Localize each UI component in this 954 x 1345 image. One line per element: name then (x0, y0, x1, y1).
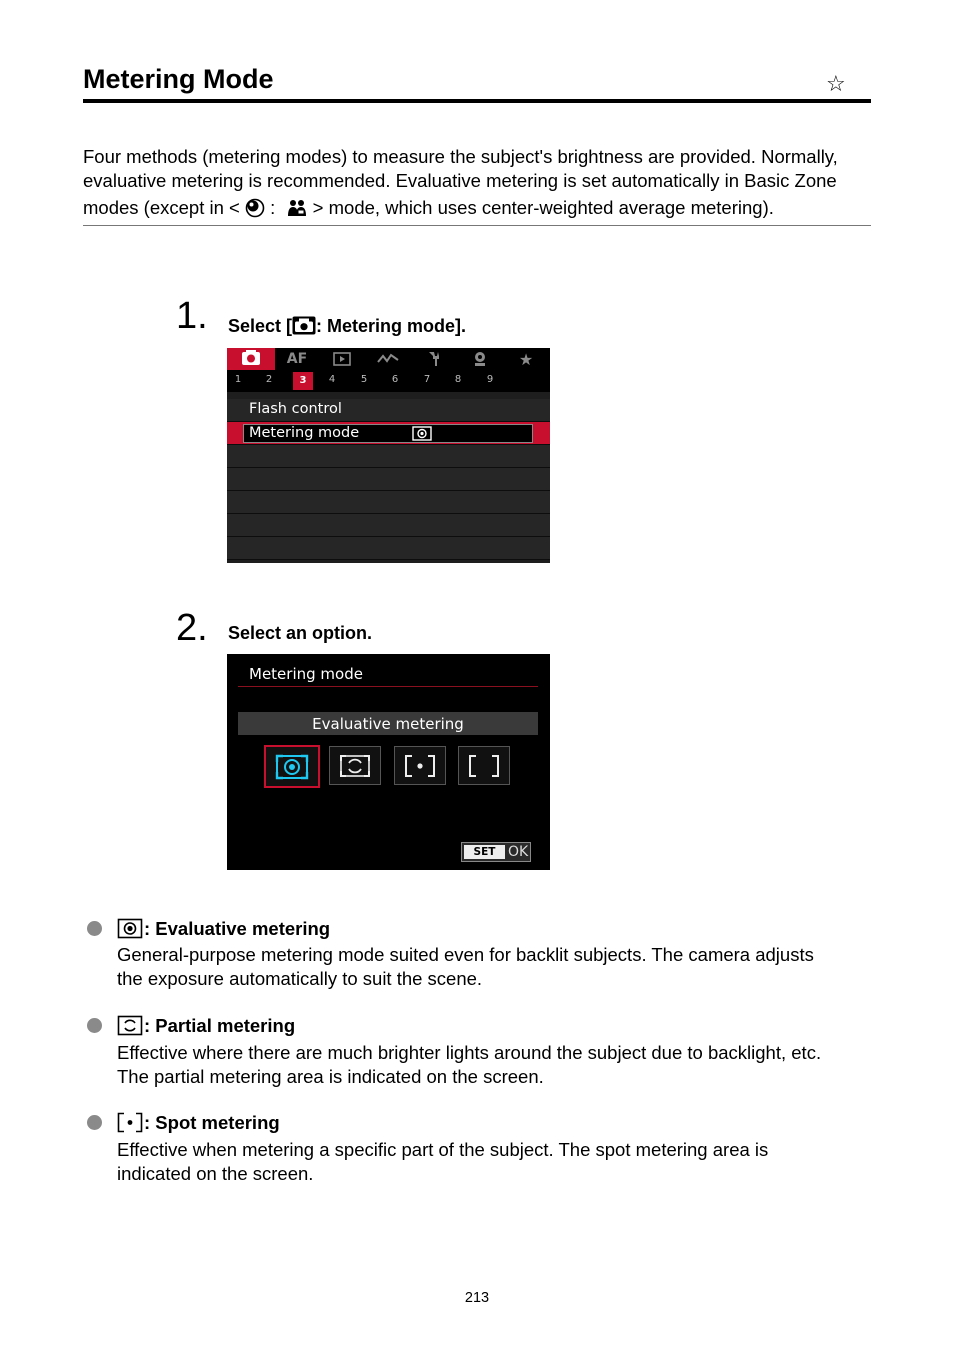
evaluative-metering-icon (412, 426, 432, 441)
menu-page-bar (227, 370, 550, 392)
item-spot-heading (117, 1111, 280, 1135)
intro-rule (83, 225, 871, 226)
intro-line-3a: modes (except in < (83, 197, 240, 218)
description-line: Effective where there are much brighter lights around the subject due to backlight, etc. (117, 1042, 822, 1063)
star-icon: ☆ (826, 71, 846, 96)
intro-line-1: Four methods (metering modes) to measure the subject's brightness are provided. Normally, (83, 146, 838, 167)
item-partial-description (117, 1041, 877, 1089)
custom-functions-icon (471, 350, 489, 368)
screen-title: Metering mode (249, 665, 363, 683)
spot-metering-icon (404, 754, 436, 778)
step-1-text-b: : Metering mode]. (316, 316, 467, 336)
item-partial-heading (117, 1014, 295, 1038)
tab-shooting[interactable] (227, 348, 275, 370)
ok-label: OK (508, 844, 529, 860)
tab-playback[interactable] (325, 348, 359, 370)
menu-tab-bar (227, 348, 550, 370)
menu-item-empty (227, 445, 550, 468)
option-evaluative-metering[interactable] (264, 745, 320, 788)
step-1-text-a: Select [ (228, 316, 293, 336)
evaluative-metering-icon (117, 918, 143, 939)
page-number: 213 (464, 1290, 490, 1306)
bullet (87, 921, 102, 936)
playback-icon (332, 351, 352, 367)
menu-item-empty (227, 514, 550, 537)
step-1-number: 1. (176, 295, 208, 337)
metering-mode-screen (227, 654, 550, 870)
menu-item-empty (227, 468, 550, 491)
item-spot-title: : Spot metering (144, 1112, 280, 1133)
center-weighted-metering-icon (468, 754, 500, 778)
option-spot-metering[interactable] (394, 746, 446, 785)
camera-icon (292, 316, 316, 335)
tab-custom-functions[interactable] (463, 348, 497, 370)
item-evaluative-description (117, 943, 877, 991)
set-ok-button[interactable] (461, 842, 531, 862)
menu-item-metering-mode[interactable] (227, 422, 550, 445)
bullet (87, 1018, 102, 1033)
current-mode-label: Evaluative metering (312, 715, 464, 733)
item-spot-description (117, 1138, 877, 1186)
menu-item-label: Flash control (249, 401, 342, 417)
description-line: the exposure automatically to suit the scene. (117, 968, 483, 989)
step-2-number: 2. (176, 607, 208, 649)
intro-line-3b: > mode, which uses center-weighted average metering). (312, 197, 774, 218)
special-scene-mode-icon (245, 198, 265, 218)
description-line: The partial metering area is indicated on the screen. (117, 1066, 544, 1087)
page-2[interactable]: 2 (265, 374, 273, 385)
tab-my-menu[interactable] (509, 348, 543, 370)
menu-item-flash-control[interactable] (227, 399, 550, 422)
page-title: Metering Mode (83, 64, 274, 94)
page-5[interactable]: 5 (360, 374, 368, 385)
my-menu-star-icon: ★ (518, 349, 534, 369)
current-mode-bar (238, 712, 538, 735)
wireless-icon (376, 351, 400, 367)
title-underline (238, 686, 538, 687)
page-6[interactable]: 6 (391, 374, 399, 385)
description-line: indicated on the screen. (117, 1163, 314, 1184)
option-center-weighted-metering[interactable] (458, 746, 510, 785)
description-line: Effective when metering a specific part of the subject. The spot metering area is (117, 1139, 769, 1160)
tab-setup[interactable] (417, 348, 451, 370)
tab-af[interactable]: AF (286, 351, 308, 367)
wrench-icon (425, 350, 443, 368)
menu-item-label: Metering mode (249, 425, 360, 441)
item-evaluative-title: : Evaluative metering (144, 918, 331, 939)
title-rule (83, 99, 871, 103)
tab-wireless[interactable] (371, 348, 405, 370)
menu-item-empty (227, 537, 550, 560)
step-1-text (228, 315, 466, 337)
partial-metering-icon (117, 1015, 143, 1036)
item-evaluative-heading (117, 917, 330, 941)
option-partial-metering[interactable] (329, 746, 381, 785)
intro-line-2: evaluative metering is recommended. Evaluative metering is set automatically in Basic Zone (83, 169, 837, 191)
menu-item-empty (227, 491, 550, 514)
intro-paragraph (83, 145, 873, 220)
bullet (87, 1115, 102, 1130)
intro-line-3 (83, 196, 873, 220)
evaluative-metering-icon (275, 754, 309, 780)
page-9[interactable]: 9 (486, 374, 494, 385)
set-chip: SET (464, 845, 505, 859)
group-photo-icon (286, 196, 308, 218)
partial-metering-icon (339, 754, 371, 778)
page-4[interactable]: 4 (328, 374, 336, 385)
page-1[interactable]: 1 (234, 374, 242, 385)
description-line: General-purpose metering mode suited even for backlit subjects. The camera adjusts (117, 944, 814, 965)
page-7[interactable]: 7 (423, 374, 431, 385)
intro-line-3-sep: : (270, 197, 276, 218)
spot-metering-icon (117, 1112, 143, 1133)
page-3[interactable]: 3 (293, 372, 313, 390)
step-2-text: Select an option. (228, 623, 373, 643)
camera-menu-screen (227, 348, 550, 563)
page-8[interactable]: 8 (454, 374, 462, 385)
camera-icon (227, 348, 275, 370)
item-partial-title: : Partial metering (144, 1015, 296, 1036)
